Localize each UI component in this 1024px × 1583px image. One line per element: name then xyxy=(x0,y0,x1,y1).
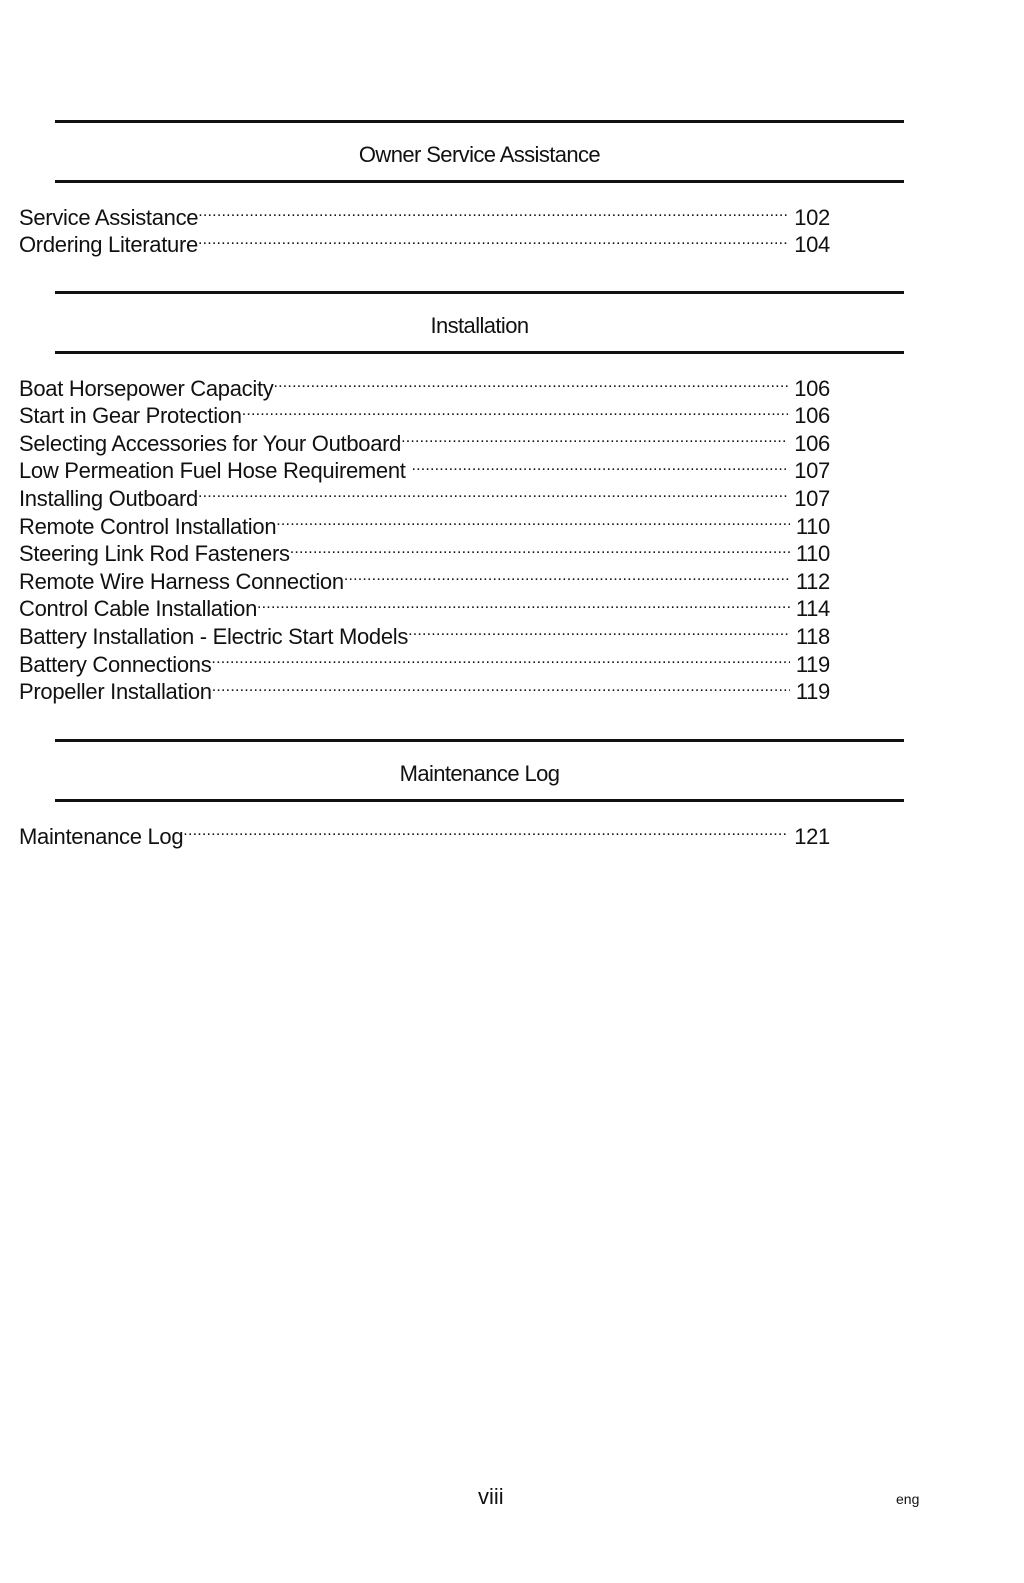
section-heading: Maintenance Log xyxy=(399,761,560,786)
toc-entry-page: 110 xyxy=(795,541,830,567)
section-top-rule xyxy=(55,291,904,294)
toc-entry-page: 106 xyxy=(794,403,830,429)
toc-entries-maintenance-log xyxy=(19,816,830,849)
toc-entry-title: Selecting Accessories for Your Outboard xyxy=(19,430,402,456)
toc-entry-title: Start in Gear Protection xyxy=(19,403,242,429)
toc-entry-title: Steering Link Rod Fasteners xyxy=(19,541,290,567)
toc-section-owner-service-assistance xyxy=(55,120,904,183)
toc-entry-page: 106 xyxy=(794,375,830,401)
toc-entry-page: 121 xyxy=(794,823,830,849)
toc-entry-page: 110 xyxy=(795,513,830,539)
toc-entry-page: 112 xyxy=(795,568,830,594)
toc-entry-title: Maintenance Log xyxy=(19,823,184,849)
toc-entry-title: Low Permeation Fuel Hose Requirement xyxy=(19,458,412,484)
section-heading: Owner Service Assistance xyxy=(358,142,601,167)
section-heading: Installation xyxy=(430,313,529,338)
toc-entry-page: 107 xyxy=(794,458,830,484)
dot-leader xyxy=(408,616,790,644)
dot-leader xyxy=(211,644,789,672)
section-bottom-rule xyxy=(55,180,904,183)
toc-entry-title: Installing Outboard xyxy=(19,485,198,511)
toc-entry[interactable] xyxy=(19,197,830,230)
toc-entry[interactable] xyxy=(19,816,830,849)
toc-section-maintenance-log xyxy=(55,739,904,802)
toc-entry-title: Service Assistance xyxy=(19,204,199,230)
dot-leader xyxy=(401,423,788,451)
toc-entries-owner-service-assistance xyxy=(19,197,830,258)
dot-leader xyxy=(198,478,788,506)
toc-entry-page: 107 xyxy=(794,485,830,511)
dot-leader xyxy=(273,368,788,396)
toc-entry-title: Battery Installation - Electric Start Models xyxy=(19,623,409,649)
toc-entry-title: Remote Wire Harness Connection xyxy=(19,568,344,594)
toc-entry-title: Control Cable Installation xyxy=(19,596,258,622)
toc-entry-page: 106 xyxy=(794,430,830,456)
toc-entry[interactable] xyxy=(19,368,830,401)
toc-entry-title: Remote Control Installation xyxy=(19,513,277,539)
toc-entry-title: Battery Connections xyxy=(19,651,212,677)
section-top-rule xyxy=(55,120,904,123)
section-bottom-rule xyxy=(55,351,904,354)
toc-entries-installation xyxy=(19,368,830,705)
toc-entry-page: 102 xyxy=(794,204,830,230)
section-top-rule xyxy=(55,739,904,742)
section-bottom-rule xyxy=(55,799,904,802)
dot-leader xyxy=(257,589,790,617)
toc-entry-title: Propeller Installation xyxy=(19,679,212,705)
toc-entry-title: Ordering Literature xyxy=(19,232,198,258)
dot-leader xyxy=(276,506,790,534)
language-code: eng xyxy=(896,1491,920,1507)
toc-entry-page: 119 xyxy=(795,679,830,705)
toc-entry-page: 118 xyxy=(795,623,830,649)
dot-leader xyxy=(290,534,790,562)
dot-leader xyxy=(242,396,789,424)
dot-leader xyxy=(344,561,790,589)
dot-leader xyxy=(183,816,788,844)
toc-entry-page: 104 xyxy=(794,232,830,258)
page-number: viii xyxy=(478,1484,504,1509)
toc-entry-page: 114 xyxy=(795,596,830,622)
toc-entry-page: 119 xyxy=(795,651,830,677)
toc-entry-title: Boat Horsepower Capacity xyxy=(19,375,274,401)
dot-leader xyxy=(411,451,788,479)
dot-leader xyxy=(212,672,790,700)
toc-section-installation xyxy=(55,291,904,354)
dot-leader xyxy=(198,197,788,225)
dot-leader xyxy=(198,225,788,253)
